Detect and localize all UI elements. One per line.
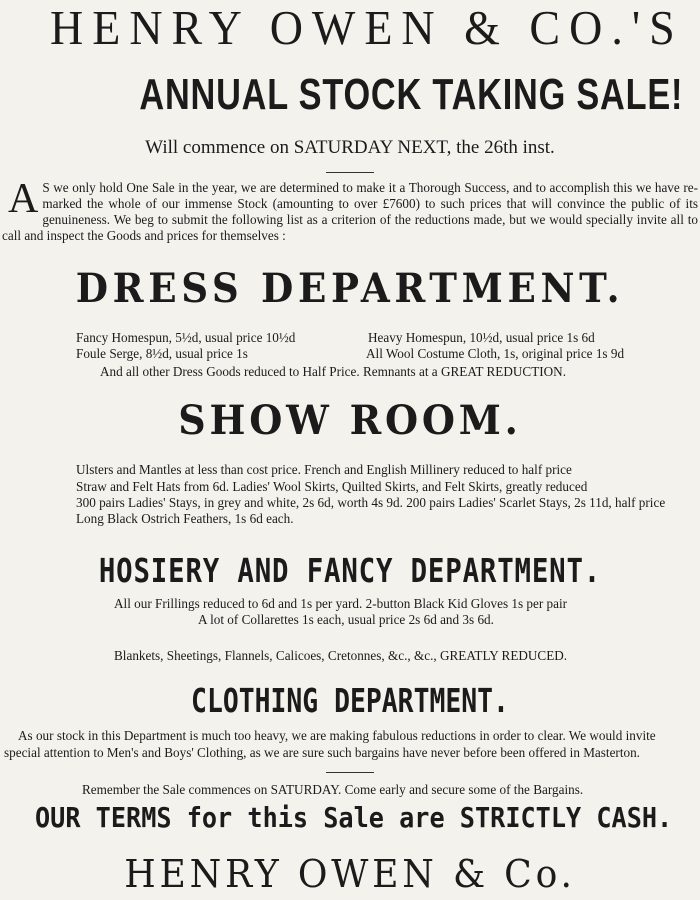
reminder-line: Remember the Sale commences on SATURDAY. Come early and secure some of the Bargains. (82, 782, 584, 797)
divider-rule (326, 772, 374, 773)
signature-firm-name: HENRY OWEN & Co. (124, 852, 576, 896)
clothing-department-heading: CLOTHING DEPARTMENT. (191, 681, 509, 720)
firm-title: HENRY OWEN & CO.'S (50, 0, 684, 55)
clothing-line-1: As our stock in this Department is much too heavy, we are making fabulous reductions in order to clear. We would invite (18, 728, 656, 743)
hosiery-line-2: A lot of Collarettes 1s each, usual price 2s 6d and 3s 6d. (198, 612, 494, 627)
blankets-line: Blankets, Sheetings, Flannels, Calicoes, Cretonnes, &c., &c., GREATLY REDUCED. (114, 648, 568, 663)
dress-item-fancy-homespun: Fancy Homespun, 5½d, usual price 10½d (76, 330, 296, 345)
show-room-line-2: Straw and Felt Hats from 6d. Ladies' Wool Skirts, Quilted Skirts, and Felt Skirts, greatly reduced (76, 479, 588, 494)
dress-department-heading: DRESS DEPARTMENT. (75, 265, 625, 312)
intro-text: S we only hold One Sale in the year, we are determined to make it a Thorough Success, and to accomplish this we have re-marked the whole of our immense Stock (amounting to over £7600) to such prices that will convince the public of its genuineness. We beg to submit the following list as a criterion of the reductions made, but we would specially invite all to call and inspect the Goods and prices for themselves : (2, 180, 698, 243)
hosiery-department-heading: HOSIERY AND FANCY DEPARTMENT. (98, 551, 602, 590)
dress-item-costume-cloth: All Wool Costume Cloth, 1s, original price 1s 9d (366, 346, 625, 361)
commence-notice: Will commence on SATURDAY NEXT, the 26th inst. (145, 137, 555, 158)
sale-title: ANNUAL STOCK TAKING SALE! (139, 70, 684, 119)
dress-item-foule-serge: Foule Serge, 8½d, usual price 1s (76, 346, 248, 361)
terms-banner: OUR TERMS for this Sale are STRICTLY CASH. (35, 801, 673, 834)
drop-cap: A (8, 176, 39, 222)
divider-rule (326, 172, 374, 173)
dress-item-heavy-homespun: Heavy Homespun, 10½d, usual price 1s 6d (368, 330, 595, 345)
clothing-line-2: special attention to Men's and Boys' Clothing, as we are sure such bargains have never before been offered in Masterton. (4, 745, 640, 760)
show-room-line-4: Long Black Ostrich Feathers, 1s 6d each. (76, 511, 294, 526)
dress-half-price-line: And all other Dress Goods reduced to Half Price. Remnants at a GREAT REDUCTION. (100, 364, 566, 379)
intro-paragraph (2, 176, 698, 244)
show-room-heading: SHOW ROOM. (178, 397, 522, 444)
hosiery-line-1: All our Frillings reduced to 6d and 1s per yard. 2-button Black Kid Gloves 1s per pair (114, 596, 568, 611)
show-room-line-3: 300 pairs Ladies' Stays, in grey and white, 2s 6d, worth 4s 9d. 200 pairs Ladies' Scarlet Stays, 2s 11d, half price (76, 495, 666, 510)
show-room-line-1: Ulsters and Mantles at less than cost price. French and English Millinery reduced to half price (76, 462, 572, 477)
